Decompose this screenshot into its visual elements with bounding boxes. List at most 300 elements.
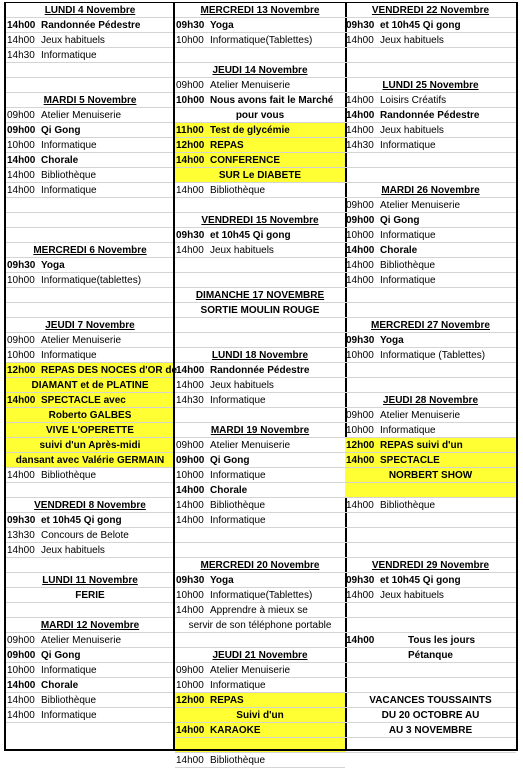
activity-name: SPECTACLE [380,455,440,466]
activity-time: 14h00 [176,155,205,166]
day-header-label: LUNDI 4 Novembre [44,5,136,16]
activity-row [175,663,345,678]
activity-time: 10h00 [176,35,204,46]
activity-row [175,138,345,153]
activity-name: Bibliothèque [210,185,266,196]
day-header [6,318,174,333]
day-header-label: LUNDI 25 Novembre [382,80,479,91]
activity-time: 14h00 [346,590,374,601]
activity-continuation [345,693,516,708]
activity-row [175,753,345,768]
activity-row [175,243,345,258]
activity-name: Atelier Menuiserie [41,110,122,121]
activity-name: Jeux habituels [41,35,105,46]
frame-bottom-border [4,749,518,751]
activity-name: Bibliothèque [380,260,436,271]
activity-name: Qi Gong [41,125,81,136]
activity-time: 14h00 [7,185,35,196]
activity-name: Informatique(Tablettes) [210,590,313,601]
activity-continuation [6,438,174,453]
activity-name: REPAS [210,695,244,706]
activity-row [345,108,516,123]
activity-name: Informatique [380,425,436,436]
day-header-label: MERCREDI 27 Novembre [371,320,490,331]
empty-row [6,558,174,573]
column-2 [173,3,347,766]
activity-name: Informatique [41,710,97,721]
column-3 [345,3,518,750]
activity-text: Roberto GALBES [48,410,132,421]
day-header-label: LUNDI 11 Novembre [42,575,138,586]
activity-continuation [6,453,174,468]
empty-row [345,543,516,558]
activity-row [345,198,516,213]
activity-name: Jeux habituels [380,590,444,601]
activity-time: 10h00 [176,680,204,691]
day-header-label: MERCREDI 13 Novembre [200,5,320,16]
activity-name: REPAS suivi d'un [380,440,463,451]
activity-name: Jeux habituels [380,35,444,46]
activity-row [175,93,345,108]
activity-time: 09h00 [7,650,36,661]
empty-row [345,603,516,618]
activity-row [345,438,516,453]
activity-name: Informatique [41,185,97,196]
activity-row [6,468,174,483]
activity-name: Bibliothèque [41,695,97,706]
activity-row [175,603,345,618]
activity-name: Loisirs Créatifs [380,95,447,106]
activity-name: Jeux habituels [41,545,105,556]
activity-name: Informatique(Tablettes) [210,35,313,46]
activity-name: Informatique [210,470,266,481]
empty-row [345,378,516,393]
activity-time: 10h00 [176,470,204,481]
empty-row [175,408,345,423]
activity-name: et 10h45 Qi gong [380,575,461,586]
activity-name: Informatique [41,50,97,61]
activity-name: Tous les jours [408,635,476,646]
activity-name: et 10h45 Qi gong [41,515,122,526]
activity-row [175,183,345,198]
day-header [345,3,516,18]
activity-name: Atelier Menuiserie [41,635,122,646]
activity-continuation [6,408,174,423]
activity-time: 14h00 [346,110,375,121]
day-header [6,498,174,513]
activity-time: 10h00 [176,590,204,601]
day-header [175,3,345,18]
day-header-label: MARDI 26 Novembre [381,185,480,196]
activity-row [175,573,345,588]
activity-row [175,18,345,33]
activity-continuation [175,708,345,723]
activity-name: Chorale [41,155,79,166]
day-header-label: MERCREDI 20 Novembre [200,560,320,571]
day-header-label: VENDREDI 15 Novembre [201,215,319,226]
day-header-label: VENDREDI 29 Novembre [371,560,490,571]
activity-time: 09h00 [176,80,204,91]
activity-name: Atelier Menuiserie [210,440,291,451]
activity-text: VACANCES TOUSSAINTS [369,695,492,706]
activity-row [6,258,174,273]
activity-row [345,273,516,288]
activity-row [6,648,174,663]
empty-row [6,483,174,498]
empty-row [175,333,345,348]
activity-row [175,498,345,513]
activity-name: Yoga [41,260,65,271]
activity-continuation [175,168,345,183]
activity-row [175,588,345,603]
activity-name: Atelier Menuiserie [380,200,461,211]
day-header [345,183,516,198]
activity-row [6,48,174,63]
empty-row [175,48,345,63]
empty-row [6,603,174,618]
activity-time: 14h00 [176,380,204,391]
activity-time: 12h00 [176,140,205,151]
activity-time: 09h30 [346,575,375,586]
activity-time: 10h00 [346,425,374,436]
day-header [6,618,174,633]
activity-continuation [175,618,345,633]
activity-row [345,633,516,648]
activity-time: 10h00 [7,275,35,286]
day-header [175,423,345,438]
activity-time: 14h00 [346,500,374,511]
activity-time: 09h30 [7,260,36,271]
day-header-label: JEUDI 14 Novembre [212,65,308,76]
activity-time: 10h00 [346,350,374,361]
activity-time: 14h00 [176,605,204,616]
activity-time: 14h00 [7,680,36,691]
empty-row [345,168,516,183]
day-header [175,63,345,78]
empty-row [345,288,516,303]
activity-time: 12h00 [7,365,36,376]
activity-name: Qi Gong [210,455,250,466]
activity-row [175,483,345,498]
activity-name: Chorale [210,485,248,496]
day-header-label: VENDREDI 22 Novembre [371,5,490,16]
activity-row [6,123,174,138]
day-header [6,3,174,18]
activity-name: SPECTACLE avec [41,395,126,406]
activity-row [175,393,345,408]
activity-time: 09h00 [7,125,36,136]
activity-row [345,348,516,363]
activity-continuation [345,708,516,723]
activity-name: Randonnée Pédestre [210,365,310,376]
activity-row [6,708,174,723]
activity-name: Jeux habituels [210,245,274,256]
activity-time: 11h00 [176,125,204,136]
activity-row [6,138,174,153]
activity-name: et 10h45 Qi gong [210,230,291,241]
activity-row [175,78,345,93]
empty-row [345,678,516,693]
activity-row [345,213,516,228]
activity-row [6,678,174,693]
activity-row [6,18,174,33]
activity-text: SORTIE MOULIN ROUGE [200,305,320,316]
activity-time: 09h00 [346,200,374,211]
activity-row [6,633,174,648]
activity-row [345,243,516,258]
activity-text: DU 20 OCTOBRE AU [381,710,480,721]
activity-name: Jeux habituels [210,380,274,391]
activity-time: 14h00 [176,500,204,511]
activity-row [175,453,345,468]
activity-time: 09h30 [7,515,36,526]
activity-row [345,408,516,423]
day-header [6,573,174,588]
activity-row [6,393,174,408]
activity-text: dansant avec Valérie GERMAIN [15,455,165,466]
activity-continuation [345,468,516,483]
empty-row [175,258,345,273]
activity-row [175,228,345,243]
activity-time: 14h00 [176,185,204,196]
empty-row [175,528,345,543]
activity-time: 14h00 [346,95,374,106]
day-header [175,288,345,303]
activity-time: 14h00 [7,710,35,721]
day-header-label: JEUDI 21 Novembre [212,650,308,661]
activity-row [175,153,345,168]
activity-name: Informatique [380,140,436,151]
activity-time: 09h30 [176,575,205,586]
activity-continuation [345,648,516,663]
activity-time: 14h00 [176,245,204,256]
activity-text: Suivi d'un [236,710,284,721]
activity-text: NORBERT SHOW [388,470,473,481]
activity-row [345,228,516,243]
activity-name: REPAS [210,140,244,151]
activity-name: Yoga [210,20,234,31]
empty-row [175,633,345,648]
empty-row [175,543,345,558]
day-header [175,348,345,363]
activity-continuation [6,378,174,393]
activity-name: Yoga [210,575,234,586]
activity-time: 10h00 [176,95,205,106]
activity-name: Informatique [380,230,436,241]
activity-row [6,108,174,123]
day-header-label: MERCREDI 6 Novembre [33,245,147,256]
activity-time: 10h00 [7,350,35,361]
day-header [6,243,174,258]
activity-text: suivi d'un Après-midi [39,440,141,451]
empty-row [175,273,345,288]
empty-row [345,663,516,678]
activity-text: SUR Le DIABETE [218,170,302,181]
day-header-label: MARDI 5 Novembre [43,95,137,106]
activity-row [345,33,516,48]
activity-text: pour vous [235,110,285,121]
activity-name: Randonnée Pédestre [380,110,480,121]
activity-row [345,498,516,513]
activity-text: servir de son téléphone portable [188,620,332,631]
activity-time: 14h00 [176,725,205,736]
activity-name: et 10h45 Qi gong [380,20,461,31]
activity-time: 14h00 [176,485,205,496]
activity-continuation [6,588,174,603]
activity-name: Informatique [210,515,266,526]
empty-row [6,78,174,93]
activity-time: 14h00 [176,365,205,376]
activity-time: 14h00 [7,395,36,406]
day-header-label: MARDI 19 Novembre [210,425,310,436]
activity-text: FERIE [75,590,105,601]
empty-row [6,63,174,78]
activity-time: 14h00 [346,35,374,46]
activity-time: 14h00 [176,755,204,766]
activity-time: 09h00 [176,665,204,676]
activity-time: 14h30 [176,395,204,406]
activity-row [175,378,345,393]
activity-name: Atelier Menuiserie [210,80,291,91]
activity-time: 10h00 [7,140,35,151]
activity-time: 14h00 [7,545,35,556]
activity-name: Jeux habituels [380,125,444,136]
activity-row [345,18,516,33]
day-header [175,558,345,573]
activity-row [175,723,345,738]
activity-time: 14h00 [7,20,36,31]
activity-name: KARAOKE [210,725,261,736]
activity-name: Informatique [380,275,436,286]
activity-time: 14h00 [346,245,375,256]
day-header-label: MARDI 12 Novembre [40,620,140,631]
activity-time: 10h00 [7,665,35,676]
activity-row [6,183,174,198]
activity-time: 09h00 [176,440,204,451]
activity-time: 09h00 [7,335,35,346]
activity-time: 12h00 [176,695,205,706]
activity-name: Randonnée Pédestre [41,20,141,31]
empty-row [6,303,174,318]
activity-continuation [345,723,516,738]
activity-row [175,678,345,693]
activity-time: 09h30 [176,20,205,31]
activity-row [6,663,174,678]
day-header [175,648,345,663]
activity-name: Apprendre à mieux se [210,605,308,616]
activity-name: Bibliothèque [41,170,97,181]
activity-time: 14h00 [346,125,374,136]
day-header-label: JEUDI 7 Novembre [45,320,135,331]
empty-row [175,318,345,333]
activity-time: 09h00 [346,410,374,421]
activity-name: Informatique [210,395,266,406]
activity-continuation [6,423,174,438]
activity-time: 14h30 [7,50,35,61]
empty-row [6,288,174,303]
activity-row [6,153,174,168]
activity-row [175,513,345,528]
day-header-label: DIMANCHE 17 NOVEMBRE [195,290,325,301]
activity-name: Bibliothèque [210,500,266,511]
activity-continuation [175,108,345,123]
activity-row [6,693,174,708]
activity-name: Test de glycémie [210,125,290,136]
empty-row [345,303,516,318]
empty-row [175,198,345,213]
activity-time: 14h00 [7,695,35,706]
activity-row [175,693,345,708]
activity-name: Informatique [41,665,97,676]
activity-time: 09h00 [346,215,375,226]
activity-row [6,333,174,348]
activity-row [6,513,174,528]
activity-row [345,423,516,438]
activity-row [175,123,345,138]
activity-time: 14h00 [7,470,35,481]
activity-row [175,33,345,48]
empty-row [345,528,516,543]
activity-row [6,33,174,48]
activity-time: 09h00 [176,455,205,466]
activity-row [175,468,345,483]
activity-name: Atelier Menuiserie [41,335,122,346]
activity-name: Concours de Belote [41,530,129,541]
activity-text: DIAMANT et de PLATINE [31,380,149,391]
activity-time: 14h00 [7,35,35,46]
activity-row [6,168,174,183]
activity-name: Yoga [380,335,404,346]
activity-time: 09h00 [7,635,35,646]
activity-name: Qi Gong [41,650,81,661]
activity-row [6,348,174,363]
activity-time: 14h30 [346,140,374,151]
activity-time: 14h00 [7,170,35,181]
day-header [345,318,516,333]
activity-name: Informatique(tablettes) [41,275,142,286]
activity-name: Atelier Menuiserie [380,410,461,421]
activity-name: Chorale [380,245,418,256]
activity-time: 14h00 [346,260,374,271]
activity-row [345,93,516,108]
activity-name: Bibliothèque [41,470,97,481]
activity-time: 14h00 [346,455,375,466]
activity-row [6,528,174,543]
activity-row [6,543,174,558]
empty-row [345,153,516,168]
activity-row [345,333,516,348]
activity-time: 09h30 [176,230,205,241]
day-header [175,213,345,228]
activity-name: Informatique [41,350,97,361]
activity-row [175,363,345,378]
activity-name: Qi Gong [380,215,420,226]
empty-row [345,513,516,528]
day-header-label: JEUDI 28 Novembre [382,395,479,406]
activity-row [6,273,174,288]
activity-name: Bibliothèque [380,500,436,511]
column-1 [4,3,178,750]
activity-name: REPAS DES NOCES d'OR de [41,365,178,376]
empty-row [345,363,516,378]
activity-time: 13h30 [7,530,35,541]
activity-time: 09h30 [346,20,375,31]
activity-name: Nous avons fait le Marché [210,95,334,106]
activity-text: Pétanque [407,650,453,661]
day-header-label: LUNDI 18 Novembre [211,350,309,361]
day-header [345,558,516,573]
activity-name: Informatique [41,140,97,151]
